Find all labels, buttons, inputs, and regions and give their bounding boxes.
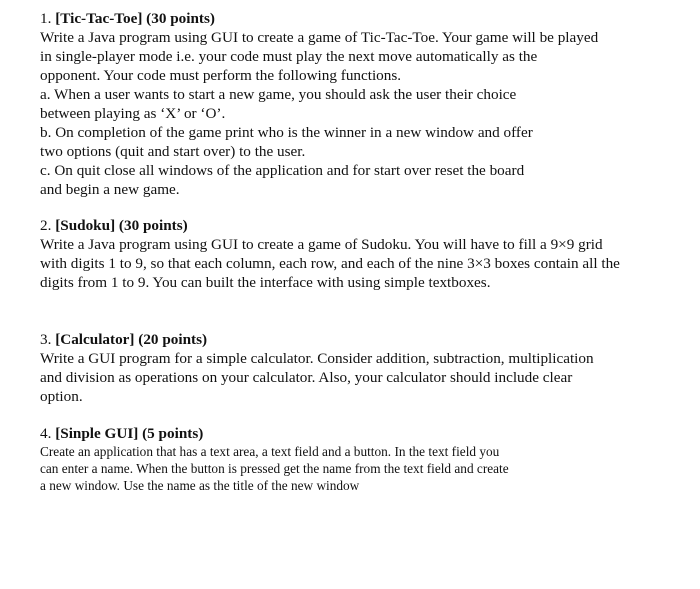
question-3-line: option. — [40, 388, 83, 405]
question-1-line: and begin a new game. — [40, 181, 180, 198]
question-1-line: in single-player mode i.e. your code must play the next move automatically as the — [40, 48, 538, 65]
question-2-line: Write a Java program using GUI to create a game of Sudoku. You will have to fill a 9×9 grid — [40, 236, 603, 253]
question-4-title: [Sinple GUI] (5 points) — [55, 425, 204, 442]
question-4-line: Create an application that has a text area, a text field and a button. In the text field you — [40, 444, 500, 459]
question-1-line: a. When a user wants to start a new game, you should ask the user their choice — [40, 86, 517, 103]
question-2-heading — [40, 216, 188, 235]
question-4-number: 4. — [40, 425, 52, 442]
question-1-line: c. On quit close all windows of the application and for start over reset the board — [40, 162, 525, 179]
question-1-line: two options (quit and start over) to the user. — [40, 143, 306, 160]
question-1-line: opponent. Your code must perform the following functions. — [40, 67, 402, 84]
question-1-line: Write a Java program using GUI to create a game of Tic-Tac-Toe. Your game will be played — [40, 29, 599, 46]
question-3-line: and division as operations on your calculator. Also, your calculator should include clear — [40, 369, 573, 386]
question-1-line: b. On completion of the game print who is the winner in a new window and offer — [40, 124, 533, 141]
question-1-line: between playing as ‘X’ or ‘O’. — [40, 105, 226, 122]
question-2-number: 2. — [40, 217, 52, 234]
question-4-line: can enter a name. When the button is pressed get the name from the text field and create — [40, 461, 509, 476]
question-3-heading — [40, 330, 207, 349]
question-1-heading — [40, 9, 215, 28]
question-4-heading — [40, 424, 203, 443]
question-3-number: 3. — [40, 331, 52, 348]
question-3-title: [Calculator] (20 points) — [55, 331, 208, 348]
question-1-number: 1. — [40, 10, 52, 27]
question-2-line: digits from 1 to 9. You can built the interface with using simple textboxes. — [40, 274, 491, 291]
question-3-line: Write a GUI program for a simple calculator. Consider addition, subtraction, multiplication — [40, 350, 594, 367]
question-2-line: with digits 1 to 9, so that each column, each row, and each of the nine 3×3 boxes contain all the — [40, 255, 620, 272]
question-1-title: [Tic-Tac-Toe] (30 points) — [55, 10, 215, 27]
question-2-title: [Sudoku] (30 points) — [55, 217, 188, 234]
question-4-line: a new window. Use the name as the title of the new window — [40, 478, 360, 493]
